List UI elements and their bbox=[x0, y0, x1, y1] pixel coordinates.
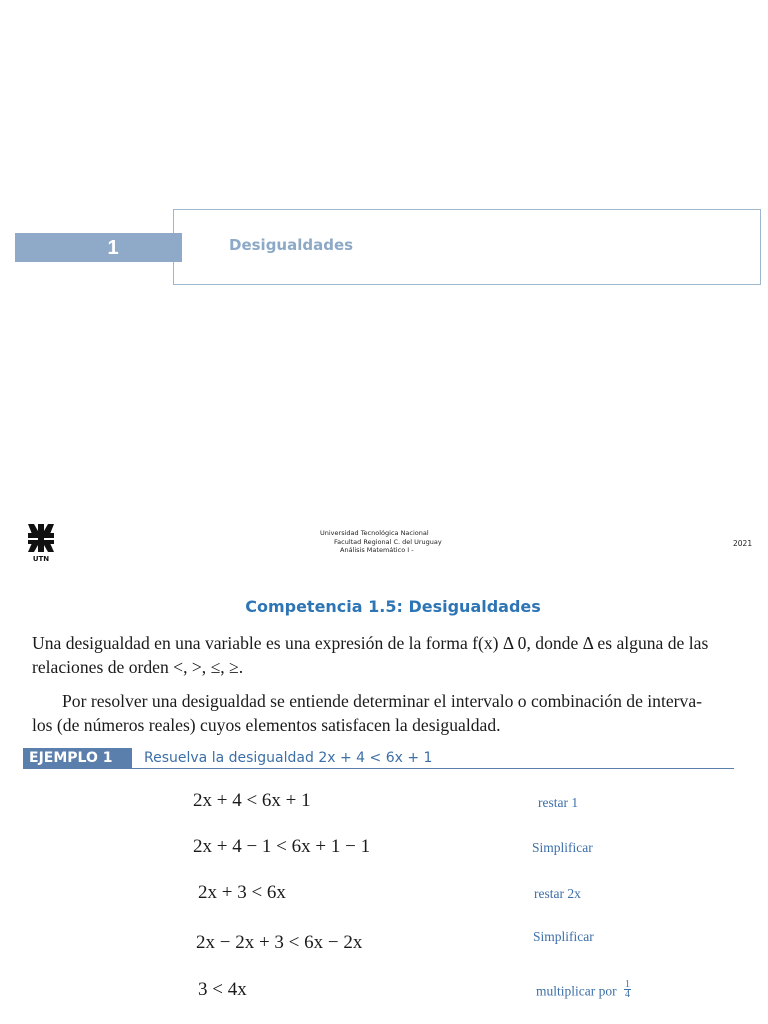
definition-paragraph bbox=[32, 631, 744, 679]
step-expression: 2x + 4 − 1 < 6x + 1 − 1 bbox=[193, 836, 371, 857]
step-expression: 2x − 2x + 3 < 6x − 2x bbox=[196, 932, 363, 953]
chapter-title: Desigualdades bbox=[229, 236, 354, 254]
fraction-numerator: 1 bbox=[624, 979, 630, 990]
example-label: EJEMPLO 1 bbox=[23, 748, 132, 769]
step-note: Simplificar bbox=[533, 929, 594, 944]
explanation-paragraph bbox=[32, 689, 744, 737]
fraction-denominator: 4 bbox=[624, 989, 630, 1000]
step-note: Simplificar bbox=[532, 840, 593, 855]
step-note: restar 2x bbox=[534, 886, 581, 901]
faculty-name: Facultad Regional C. del Uruguay bbox=[334, 537, 442, 546]
utn-logo-text: UTN bbox=[32, 555, 50, 562]
step-note-with-fraction bbox=[536, 979, 631, 1002]
step-expression: 2x + 3 < 6x bbox=[198, 882, 286, 903]
chapter-number: 1 bbox=[107, 237, 119, 259]
university-name: Universidad Tecnológica Nacional bbox=[320, 529, 429, 537]
step-expression: 3 < 4x bbox=[198, 979, 247, 1000]
step-expression: 2x + 4 < 6x + 1 bbox=[193, 790, 311, 811]
fraction bbox=[624, 980, 631, 999]
section-title: Competencia 1.5: Desigualdades bbox=[245, 597, 541, 616]
example-divider bbox=[23, 768, 734, 769]
step-note: restar 1 bbox=[538, 795, 579, 810]
year-label: 2021 bbox=[733, 539, 753, 548]
explanation-line-2: los (de números reales) cuyos elementos satisfacen la desigualdad. bbox=[32, 715, 501, 735]
utn-logo-icon bbox=[28, 524, 54, 562]
definition-line-1: Una desigualdad en una variable es una expresión de la forma f(x) Δ 0, donde Δ es alguna de las bbox=[32, 633, 709, 653]
step-note: multiplicar por bbox=[536, 983, 617, 999]
course-name: Análisis Matemático I - bbox=[340, 546, 414, 554]
example-statement: Resuelva la desigualdad 2x + 4 < 6x + 1 bbox=[144, 750, 433, 766]
university-header bbox=[320, 529, 442, 555]
definition-line-2: relaciones de orden <, >, ≤, ≥. bbox=[32, 657, 244, 677]
explanation-line-1: Por resolver una desigualdad se entiende determinar el intervalo o combinación de interva- bbox=[62, 691, 702, 711]
